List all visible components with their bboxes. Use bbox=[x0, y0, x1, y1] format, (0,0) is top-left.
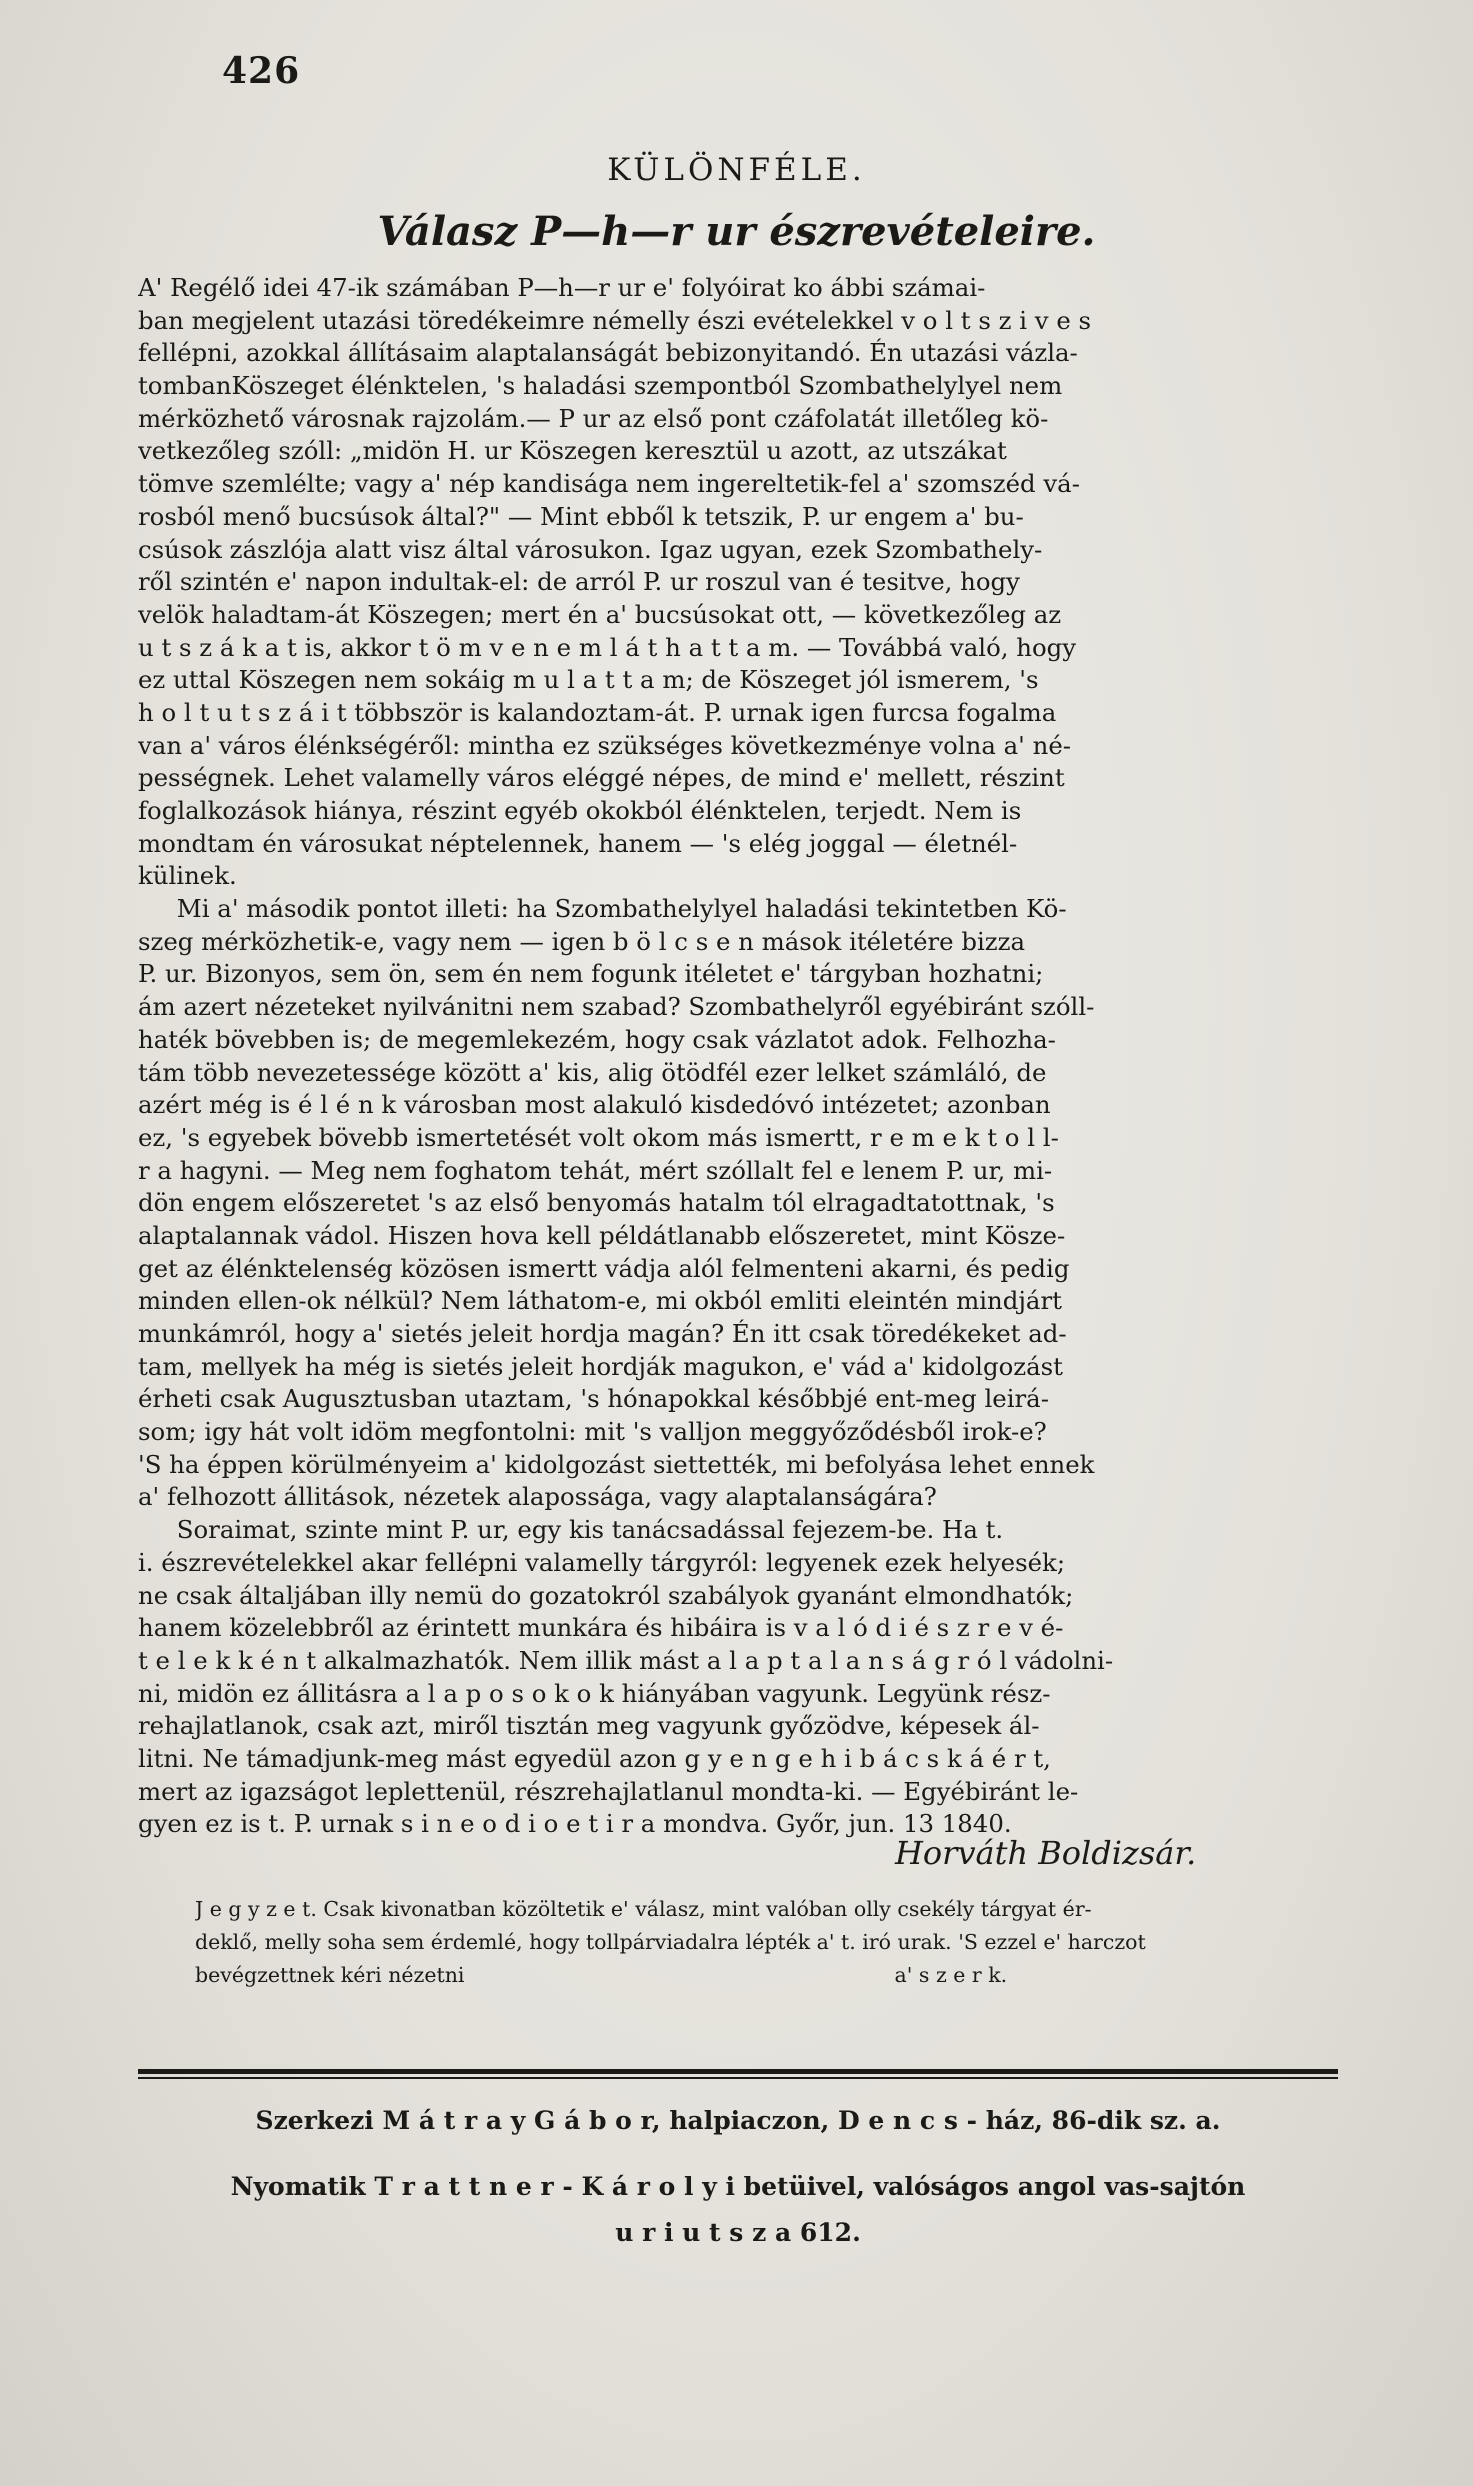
body-line: ez uttal Köszegen nem sokáig m u l a t t a m; de Köszeget jól ismerem, 's bbox=[138, 665, 1039, 695]
body-line: t e l e k k é n t alkalmazhatók. Nem illik mást a l a p t a l a n s á g r ó l vádolni- bbox=[138, 1645, 1114, 1675]
body-line: Soraimat, szinte mint P. ur, egy kis tanácsadással fejezem-be. Ha t. bbox=[138, 1515, 1004, 1545]
body-line: velök haladtam-át Köszegen; mert én a' bucsúsokat ott, — következőleg az bbox=[138, 599, 1062, 629]
body-line: vetkezőleg szóll: „midön H. ur Köszegen keresztül u azott, az utszákat bbox=[138, 436, 1007, 466]
body-line: litni. Ne támadjunk-meg mást egyedül azon g y e n g e h i b á c s k á é r t, bbox=[138, 1743, 1051, 1773]
body-line: h o l t u t s z á i t többször is kalandoztam-át. P. urnak igen furcsa fogalma bbox=[138, 697, 1057, 727]
editor-note bbox=[195, 1893, 1375, 1992]
body-line: i. észrevételekkel akar fellépni valamelly tárgyról: legyenek ezek helyesék; bbox=[138, 1547, 1066, 1577]
body-line: tömve szemlélte; vagy a' nép kandisága nem ingereltetik-fel a' szomszéd vá- bbox=[138, 469, 1080, 499]
body-line: mondtam én városukat néptelennek, hanem — 's elég joggal — életnél- bbox=[138, 828, 1018, 858]
article-title: Válasz P—h—r ur észrevételeire. bbox=[377, 208, 1096, 255]
body-line: fellépni, azokkal állításaim alaptalanságát bebizonyitandó. Én utazási vázla- bbox=[138, 338, 1078, 368]
body-line: tombanKöszeget élénktelen, 's haladási szempontból Szombathelylyel nem bbox=[138, 371, 1063, 401]
body-line: som; igy hát volt idöm megfontolni: mit 's valljon meggyőződésből irok-e? bbox=[138, 1417, 1047, 1447]
body-line: haték bövebben is; de megemlekezém, hogy csak vázlatot adok. Felhozha- bbox=[138, 1024, 1056, 1054]
body-line: a' felhozott állitások, nézetek alapossága, vagy alaptalanságára? bbox=[138, 1482, 937, 1512]
body-line: r a hagyni. — Meg nem foghatom tehát, mért szóllalt fel e lenem P. ur, mi- bbox=[138, 1155, 1053, 1185]
divider-rule bbox=[138, 2069, 1338, 2074]
body-line: tam, mellyek ha még is sietés jeleit hordják magukon, e' vád a' kidolgozást bbox=[138, 1351, 1063, 1381]
body-line: érheti csak Augusztusban utaztam, 's hónapokkal későbbjé ent-meg leirá- bbox=[138, 1384, 1049, 1414]
body-line: gyen ez is t. P. urnak s i n e o d i o e t i r a mondva. Győr, jun. 13 1840. bbox=[138, 1809, 1012, 1839]
body-line: mérközhető városnak rajzolám.— P ur az első pont czáfolatát illetőleg kö- bbox=[138, 403, 1049, 433]
body-line: rosból menő bucsúsok által?" — Mint ebből k tetszik, P. ur engem a' bu- bbox=[138, 501, 1024, 531]
body-line: ám azert nézeteket nyilvánitni nem szabad? Szombathelyről egyébiránt szóll- bbox=[138, 992, 1095, 1022]
body-line: alaptalannak vádol. Hiszen hova kell példátlanabb előszeretet, mint Kösze- bbox=[138, 1220, 1066, 1250]
note-line: bevégzettnek kéri nézetni a' s z e r k. bbox=[195, 1963, 1008, 1987]
body-line: A' Regélő idei 47-ik számában P—h—r ur e' folyóirat ko ábbi számai- bbox=[138, 273, 986, 302]
note-line: J e g y z e t. Csak kivonatban közöltetik e' válasz, mint valóban olly csekély tárgyat ér- bbox=[195, 1897, 1092, 1921]
body-line: u t s z á k a t is, akkor t ö m v e n e m l á t h a t t a m. — Továbbá való, hogy bbox=[138, 632, 1077, 662]
imprint-printer: Nyomatik T r a t t n e r - K á r o l y i betüivel, valóságos angol vas-sajtón bbox=[230, 2172, 1246, 2201]
body-line: rehajlatlanok, csak azt, miről tisztán meg vagyunk győzödve, képesek ál- bbox=[138, 1711, 1040, 1741]
signature: Horváth Boldizsár. bbox=[895, 1834, 1197, 1872]
body-line: azért még is é l é n k városban most alakuló kisdedóvó intézetet; azonban bbox=[138, 1090, 1051, 1120]
body-line: foglalkozások hiánya, részint egyéb okokból élénktelen, terjedt. Nem is bbox=[138, 796, 1022, 825]
body-line: ne csak általjában illy nemü do gozatokról szabályok gyanánt elmondhatók; bbox=[138, 1580, 1074, 1610]
body-line: ni, midön ez állitásra a l a p o s o k o k hiányában vagyunk. Legyünk rész- bbox=[138, 1678, 1051, 1708]
body-line: ez, 's egyebek bövebb ismertetését volt okom más ismertt, r e m e k t o l l- bbox=[138, 1122, 1059, 1152]
body-line: mert az igazságot leplettenül, részrehajlatlanul mondta-ki. — Egyébiránt le- bbox=[138, 1776, 1079, 1806]
note-line: deklő, melly soha sem érdemlé, hogy tollpárviadalra lépték a' t. iró urak. 'S ezzel e' harczot bbox=[195, 1930, 1146, 1954]
body-line: ban megjelent utazási töredékeimre némelly észi evételekkel v o l t s z i v e s bbox=[138, 305, 1092, 335]
body-line: tám több nevezetessége között a' kis, alig ötödfél ezer lelket számláló, de bbox=[138, 1057, 1047, 1087]
section-title: KÜLÖNFÉLE. bbox=[607, 152, 866, 188]
body-line: munkámról, hogy a' sietés jeleit hordja magán? Én itt csak töredékeket ad- bbox=[138, 1319, 1067, 1348]
body-line: Mi a' második pontot illeti: ha Szombathelylyel haladási tekintetben Kö- bbox=[138, 894, 1067, 924]
page-number: 426 bbox=[222, 50, 301, 92]
body-line: 'S ha éppen körülményeim a' kidolgozást siettették, mi befolyása lehet ennek bbox=[138, 1449, 1095, 1479]
imprint-editor: Szerkezi M á t r a y G á b o r, halpiaczon, D e n c s - ház, 86-dik sz. a. bbox=[255, 2106, 1221, 2135]
body-line: minden ellen-ok nélkül? Nem láthatom-e, mi okból emliti eleintén mindjárt bbox=[138, 1286, 1062, 1316]
divider-rule-thin bbox=[138, 2077, 1338, 2079]
body-line: pességnek. Lehet valamelly város eléggé népes, de mind e' mellett, részint bbox=[138, 763, 1065, 793]
body-line: van a' város élénkségéről: mintha ez szükséges következménye volna a' né- bbox=[138, 730, 1072, 760]
body-line: ről szintén e' napon indultak-el: de arról P. ur roszul van é tesitve, hogy bbox=[138, 567, 1020, 597]
body-line: P. ur. Bizonyos, sem ön, sem én nem fogunk itéletet e' tárgyban hozhatni; bbox=[138, 959, 1044, 989]
imprint-address: u r i u t s z a 612. bbox=[615, 2218, 861, 2247]
body-line: get az élénktelenség közösen ismertt vádja alól felmenteni akarni, és pedig bbox=[138, 1253, 1070, 1283]
body-line: külinek. bbox=[138, 861, 237, 891]
article-body bbox=[138, 272, 1338, 1841]
body-line: csúsok zászlója alatt visz által városukon. Igaz ugyan, ezek Szombathely- bbox=[138, 534, 1043, 564]
body-line: hanem közelebbről az érintett munkára és hibáira is v a l ó d i é s z r e v é- bbox=[138, 1613, 1064, 1643]
body-line: szeg mérközhetik-e, vagy nem — igen b ö l c s e n mások itéletére bizza bbox=[138, 926, 1026, 956]
body-line: dön engem előszeretet 's az első benyomás hatalm tól elragadtatottnak, 's bbox=[138, 1188, 1055, 1218]
